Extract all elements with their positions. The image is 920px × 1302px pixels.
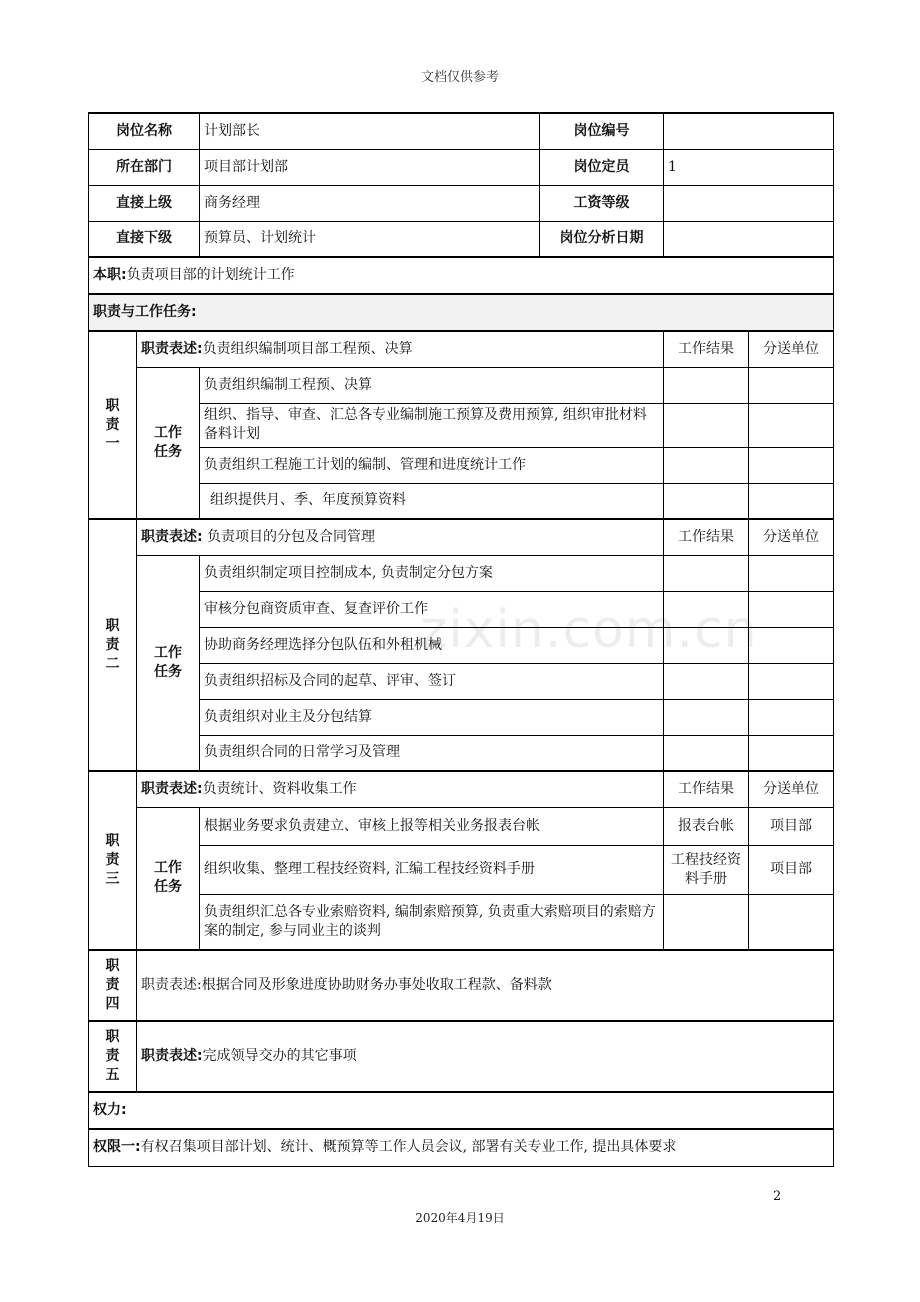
analysis-date-label: 岗位分析日期 (540, 221, 664, 257)
duty4-desc: 职责表述:根据合同及形象进度协助财务办事处收取工程款、备料款 (137, 950, 834, 1021)
duty1-task-1-dest (749, 367, 834, 403)
duty2-task-4-result (664, 663, 749, 699)
duties-heading: 职责与工作任务: (89, 294, 834, 331)
duty3-desc: 职责表述:负责统计、资料收集工作 (137, 771, 664, 807)
duty2-task-1: 负责组织制定项目控制成本, 负责制定分包方案 (200, 555, 664, 591)
duty1-task-1: 负责组织编制工程预、决算 (200, 367, 664, 403)
department-value: 项目部计划部 (200, 149, 540, 185)
position-code-label: 岗位编号 (540, 113, 664, 149)
duty2-dest-header: 分送单位 (749, 519, 834, 555)
main-duty-text: 负责项目部的计划统计工作 (126, 267, 295, 283)
duty3-task-1: 根据业务要求负责建立、审核上报等相关业务报表台帐 (200, 807, 664, 845)
duty1-task-4: 组织提供月、季、年度预算资料 (200, 483, 664, 519)
duty3-task-2-result: 工程技经资料手册 (664, 845, 749, 894)
duty2-task-2-dest (749, 591, 834, 627)
power1-label: 权限一: (93, 1139, 141, 1156)
duty3-task-3-result (664, 894, 749, 950)
duty5-desc: 职责表述:完成领导交办的其它事项 (137, 1021, 834, 1092)
job-description-table (88, 112, 834, 1167)
duty1-result-header: 工作结果 (664, 331, 749, 367)
subordinate-value: 预算员、计划统计 (200, 221, 540, 257)
department-label: 所在部门 (89, 149, 200, 185)
duty2-label: 职 责 二 (89, 519, 137, 771)
duty2-task-2: 审核分包商资质审查、复查评价工作 (200, 591, 664, 627)
duty2-task-label: 工作 任务 (137, 555, 200, 771)
power-heading: 权力: (89, 1092, 834, 1129)
duty3-task-label: 工作 任务 (137, 807, 200, 950)
duty3-task-1-result: 报表台帐 (664, 807, 749, 845)
duty4-label: 职 责 四 (89, 950, 137, 1021)
duty1-task-3: 负责组织工程施工计划的编制、管理和进度统计工作 (200, 447, 664, 483)
power1-row (89, 1129, 834, 1166)
duty2-result-header: 工作结果 (664, 519, 749, 555)
position-name-value: 计划部长 (200, 113, 540, 149)
duty1-task-3-result (664, 447, 749, 483)
duty2-task-6-result (664, 735, 749, 771)
duty2-task-2-result (664, 591, 749, 627)
duty2-task-5-result (664, 699, 749, 735)
duty1-label: 职 责 一 (89, 331, 137, 519)
duty5-label: 职 责 五 (89, 1021, 137, 1092)
position-code-value (664, 113, 834, 149)
duty2-desc: 职责表述: 负责项目的分包及合同管理 (137, 519, 664, 555)
duty3-task-1-dest: 项目部 (749, 807, 834, 845)
duty3-task-2: 组织收集、整理工程技经资料, 汇编工程技经资料手册 (200, 845, 664, 894)
duty2-task-3: 协助商务经理选择分包队伍和外租机械 (200, 627, 664, 663)
headcount-value: 1 (664, 149, 834, 185)
duty1-task-2-result (664, 403, 749, 447)
duty3-result-header: 工作结果 (664, 771, 749, 807)
position-name-label: 岗位名称 (89, 113, 200, 149)
duty1-task-4-dest (749, 483, 834, 519)
duty1-task-1-result (664, 367, 749, 403)
duty3-task-3-dest (749, 894, 834, 950)
duty1-task-2: 组织、指导、审查、汇总各专业编制施工预算及费用预算, 组织审批材料备料计划 (200, 403, 664, 447)
salary-label: 工资等级 (540, 185, 664, 221)
power1-text: 有权召集项目部计划、统计、概预算等工作人员会议, 部署有关专业工作, 提出具体要求 (140, 1139, 677, 1156)
subordinate-label: 直接下级 (89, 221, 200, 257)
duty2-task-3-result (664, 627, 749, 663)
page-number: 2 (773, 1189, 782, 1204)
duty2-task-6: 负责组织合同的日常学习及管理 (200, 735, 664, 771)
salary-value (664, 185, 834, 221)
duty2-task-3-dest (749, 627, 834, 663)
duty2-task-5-dest (749, 699, 834, 735)
main-duty-row (89, 257, 834, 294)
header-note: 文档仅供参考 (420, 70, 499, 85)
analysis-date-value (664, 221, 834, 257)
duty3-dest-header: 分送单位 (749, 771, 834, 807)
duty1-task-label: 工作 任务 (137, 367, 200, 519)
duty2-task-4: 负责组织招标及合同的起草、评审、签订 (200, 663, 664, 699)
duty1-desc: 职责表述:负责组织编制项目部工程预、决算 (137, 331, 664, 367)
watermark: zixin.com.cn (420, 600, 758, 660)
headcount-label: 岗位定员 (540, 149, 664, 185)
duty3-label: 职 责 三 (89, 771, 137, 950)
duty1-task-3-dest (749, 447, 834, 483)
duty2-task-6-dest (749, 735, 834, 771)
duty2-task-1-dest (749, 555, 834, 591)
superior-label: 直接上级 (89, 185, 200, 221)
duty3-task-3: 负责组织汇总各专业索赔资料, 编制索赔预算, 负责重大索赔项目的索赔方案的制定, 参与同业主的谈判 (200, 894, 664, 950)
duty2-task-5: 负责组织对业主及分包结算 (200, 699, 664, 735)
duty2-task-4-dest (749, 663, 834, 699)
duty1-task-4-result (664, 483, 749, 519)
duty3-task-2-dest: 项目部 (749, 845, 834, 894)
superior-value: 商务经理 (200, 185, 540, 221)
duty2-task-1-result (664, 555, 749, 591)
duty1-dest-header: 分送单位 (749, 331, 834, 367)
duty1-task-2-dest (749, 403, 834, 447)
footer-date: 2020年4月19日 (415, 1211, 505, 1225)
main-duty-label: 本职: (93, 267, 127, 283)
